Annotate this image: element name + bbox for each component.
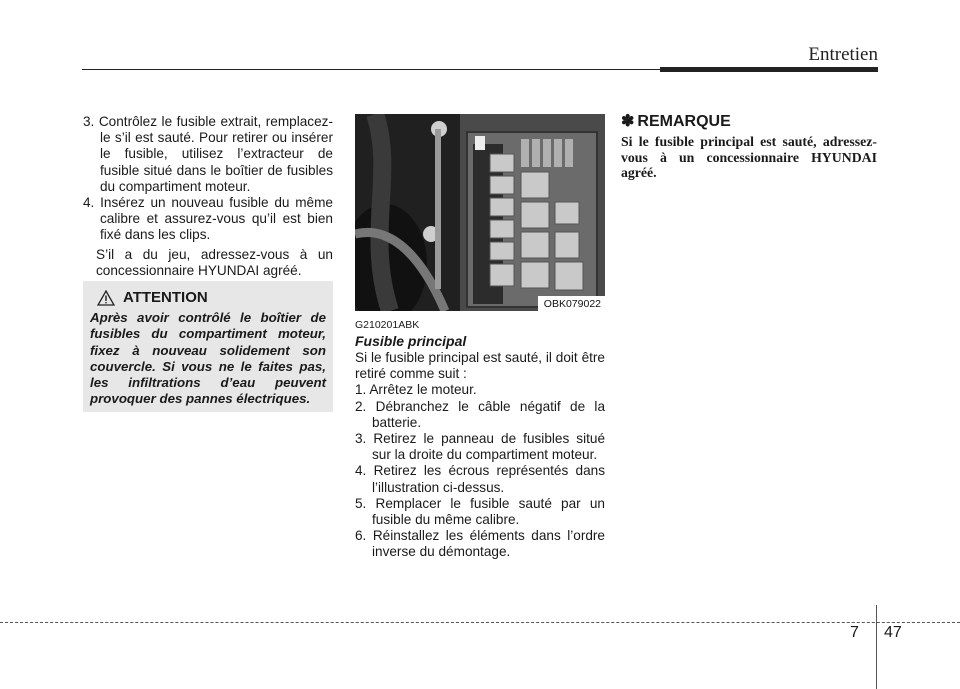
- list-item: 3. Retirez le panneau de fusibles situé sur la droite du compartiment moteur.: [355, 431, 605, 463]
- remark-header: [621, 114, 877, 130]
- footer-rule: [0, 622, 960, 623]
- remark-text: Si le fusible principal est sauté, adressez-vous à un concessionnaire HYUNDAI agréé.: [621, 134, 877, 181]
- fuse-box-photo: [355, 114, 605, 311]
- attention-title: ATTENTION: [123, 289, 208, 306]
- list-item: 3. Contrôlez le fusible extrait, remplacez-le s’il est sauté. Pour retirer ou insérer le fusible, utilisez l’extracteur de fusible situé dans le boîtier de fusibles du compartiment moteur.: [83, 114, 333, 194]
- reference-code: G210201ABK: [355, 319, 420, 331]
- footer-divider: [876, 605, 877, 689]
- chapter-number: 7: [850, 624, 859, 641]
- right-column: [621, 114, 877, 181]
- photo-code: OBK079022: [538, 296, 605, 311]
- attention-box: [83, 281, 333, 412]
- list-item: 5. Remplacer le fusible sauté par un fusible du même calibre.: [355, 495, 605, 528]
- attention-text: Après avoir contrôlé le boîtier de fusibles du compartiment moteur, fixez à nouveau solidement son couvercle. Si vous ne le faites pas, les infiltrations d’eau peuvent provoquer des pannes électriques.: [90, 310, 326, 407]
- section-title: Fusible principal: [355, 333, 467, 349]
- list-item: 4. Insérez un nouveau fusible du même calibre et assurez-vous qu’il est bien fixé dans les clips.: [83, 195, 333, 243]
- attention-header: [97, 289, 326, 306]
- dealer-note: S’il a du jeu, adressez-vous à un concessionnaire HYUNDAI agréé.: [96, 246, 333, 278]
- header-bar: [660, 67, 878, 72]
- middle-column: [355, 350, 605, 561]
- list-item: 4. Retirez les écrous représentés dans l’illustration ci-dessus.: [355, 463, 605, 495]
- warning-triangle-icon: [97, 290, 115, 306]
- list-item: 1. Arrêtez le moteur.: [355, 382, 477, 398]
- left-column: [83, 114, 333, 279]
- remark-title: REMARQUE: [637, 113, 731, 130]
- list-item: 6. Réinstallez les éléments dans l’ordre inverse du démontage.: [355, 528, 605, 560]
- fuse-box-illustration: [355, 114, 605, 311]
- star-cross-icon: ✽: [621, 113, 635, 130]
- intro-text: Si le fusible principal est sauté, il doit être retiré comme suit :: [355, 350, 605, 382]
- page-number: 47: [884, 624, 902, 641]
- page-header-title: Entretien: [808, 44, 878, 65]
- list-item: 2. Débranchez le câble négatif de la batterie.: [355, 398, 605, 430]
